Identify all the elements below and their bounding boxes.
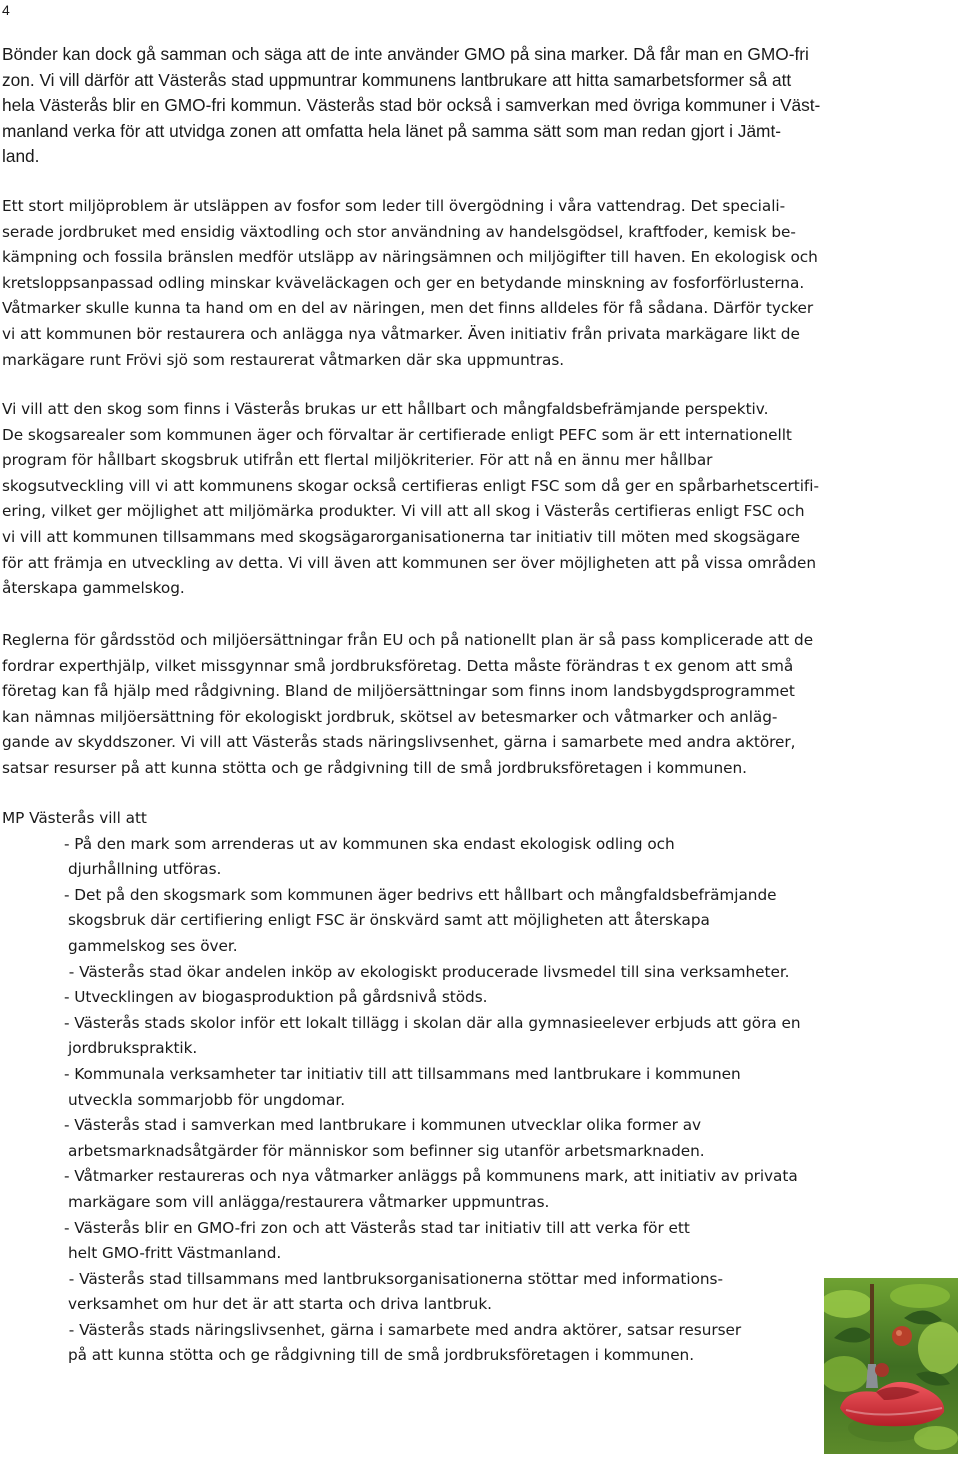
text-line: - Utvecklingen av biogasproduktion på gårdsnivå stöds.	[64, 988, 488, 1007]
list-item	[2, 883, 952, 960]
demands-list	[2, 806, 952, 1369]
text-line: vi vill att kommunen tillsammans med skogsägarorganisationerna tar initiativ till möten med skogsägare	[2, 527, 800, 546]
text-line: - Västerås blir en GMO-fri zon och att Västerås stad tar initiativ till att verka för ett	[64, 1218, 690, 1237]
text-line: företag kan få hjälp med rådgivning. Bland de miljöersättningar som finns inom landsbygdsprogrammet	[2, 682, 795, 701]
text-line: program för hållbart skogsbruk utifrån ett flertal miljökriterier. För att nå en ännu mer hållbar	[2, 451, 713, 470]
page-number: 4	[2, 2, 10, 18]
text-line: - Våtmarker restaureras och nya våtmarker anläggs på kommunens mark, att initiativ av privata	[64, 1167, 798, 1186]
list-item	[2, 1062, 952, 1113]
text-line: Våtmarker skulle kunna ta hand om en del av näringen, men det finns alldeles för få sådana. Därför tycker	[2, 299, 814, 318]
text-line: verksamhet om hur det är att starta och driva lantbruk.	[68, 1295, 492, 1314]
text-line: Vi vill att den skog som finns i Västerås brukas ur ett hållbart och mångfaldsbefrämjande perspektiv.	[2, 400, 769, 418]
text-line: satsar resurser på att kunna stötta och ge rådgivning till de små jordbruksföretagen i kommunen.	[2, 758, 747, 777]
text-line: manland verka för att utvidga zonen att omfatta hela länet på samma sätt som man redan gjort i Jämt-	[2, 120, 782, 141]
text-line: helt GMO-fritt Västmanland.	[68, 1244, 282, 1263]
text-line: djurhållning utföras.	[68, 860, 222, 879]
list-item	[2, 960, 952, 986]
text-line: - Västerås stad i samverkan med lantbrukare i kommunen utvecklar olika former av	[64, 1116, 702, 1135]
text-line: kämpning och fossila bränslen medför utsläpp av näringsämnen och miljögifter till haven. En ekologisk och	[2, 248, 818, 267]
text-line: kretsloppsanpassad odling minskar kväveläckagen och ger en betydande minskning av fosforförlusterna.	[2, 273, 805, 292]
text-line: - Västerås stad tillsammans med lantbruksorganisationerna stöttar med informations-	[64, 1269, 723, 1288]
text-line: Bönder kan dock gå samman och säga att de inte använder GMO på sina marker. Då får man en GMO-fri	[2, 44, 809, 64]
text-line: - Kommunala verksamheter tar initiativ till att tillsammans med lantbrukare i kommunen	[64, 1064, 741, 1083]
text-line: jordbrukspraktik.	[68, 1039, 198, 1058]
text-line: utveckla sommarjobb för ungdomar.	[68, 1090, 346, 1109]
text-line: De skogsarealer som kommunen äger och förvaltar är certifierade enligt PEFC som är ett internationellt	[2, 425, 792, 444]
text-line: för att främja en utveckling av detta. Vi vill även att kommunen ser över möjligheten att på vissa områden	[2, 553, 816, 572]
list-item	[2, 1216, 952, 1267]
text-line: - Västerås stads skolor inför ett lokalt tillägg i skolan där alla gymnasieelever erbjuds att göra en	[64, 1013, 801, 1032]
text-line: på att kunna stötta och ge rådgivning till de små jordbruksföretagen i kommunen.	[68, 1346, 695, 1365]
list-item	[2, 1318, 952, 1369]
text-line: - Västerås stad ökar andelen inköp av ekologiskt producerade livsmedel till sina verksamheter.	[64, 962, 790, 981]
text-line: land.	[2, 146, 40, 167]
text-line: markägare runt Frövi sjö som restaurerat våtmarken där ska uppmuntras.	[2, 350, 565, 369]
text-line: serade jordbruket med ensidig växtodling och stor användning av handelsgödsel, kraftfoder, kemisk be-	[2, 222, 796, 241]
garden-clog-illustration-icon	[824, 1278, 958, 1454]
text-line: vi att kommunen bör restaurera och anlägga nya våtmarker. Även initiativ från privata markägare likt de	[2, 324, 800, 343]
text-line: fordrar experthjälp, vilket missgynnar små jordbruksföretag. Detta måste förändras t ex genom att små	[2, 656, 794, 675]
list-item	[2, 1113, 952, 1164]
demands-heading: MP Västerås vill att	[2, 809, 147, 827]
list-item	[2, 1267, 952, 1318]
text-line: gande av skyddszoner. Vi vill att Västerås stads näringslivsenhet, gärna i samarbete med andra aktörer,	[2, 733, 796, 752]
list-item	[2, 1164, 952, 1215]
text-line: arbetsmarknadsåtgärder för människor som befinner sig utanför arbetsmarknaden.	[68, 1141, 705, 1160]
text-line: - Västerås stads näringslivsenhet, gärna i samarbete med andra aktörer, satsar resurser	[64, 1320, 742, 1339]
text-line: Reglerna för gårdsstöd och miljöersättningar från EU och på nationellt plan är så pass komplicerade att de	[2, 631, 814, 649]
text-line: kan nämnas miljöersättning för ekologiskt jordbruk, skötsel av betesmarker och våtmarker och anläg-	[2, 707, 778, 726]
list-item	[2, 832, 952, 883]
text-line: Ett stort miljöproblem är utsläppen av fosfor som leder till övergödning i våra vattendrag. Det speciali-	[2, 197, 786, 215]
list-item	[2, 985, 952, 1011]
text-line: zon. Vi vill därför att Västerås stad uppmuntrar kommunens lantbrukare att hitta samarbetsformer så att	[2, 69, 792, 90]
text-line: gammelskog ses över.	[68, 936, 238, 955]
text-line: återskapa gammelskog.	[2, 579, 185, 598]
text-line: skogsbruk där certifiering enligt FSC är önskvärd samt att möjligheten att återskapa	[68, 911, 710, 930]
text-line: markägare som vill anlägga/restaurera våtmarker uppmuntras.	[68, 1192, 550, 1211]
text-line: hela Västerås blir en GMO-fri kommun. Västerås stad bör också i samverkan med övriga kommuner i Väst-	[2, 95, 821, 116]
text-line: skogsutveckling vill vi att kommunens skogar också certifieras enligt FSC som då ger en spårbarhetscertifi-	[2, 476, 819, 495]
text-line: - På den mark som arrenderas ut av kommunen ska endast ekologisk odling och	[64, 834, 675, 853]
paragraph-phosphorus	[2, 194, 952, 373]
list-item	[2, 1011, 952, 1062]
text-line: ering, vilket ger möjlighet att miljömärka produkter. Vi vill att all skog i Västerås certifieras enligt FSC och	[2, 502, 805, 521]
paragraph-forest	[2, 397, 952, 602]
paragraph-gmo	[2, 42, 952, 170]
paragraph-subsidies	[2, 628, 952, 782]
text-line: - Det på den skogsmark som kommunen äger bedrivs ett hållbart och mångfaldsbefrämjande	[64, 885, 777, 904]
